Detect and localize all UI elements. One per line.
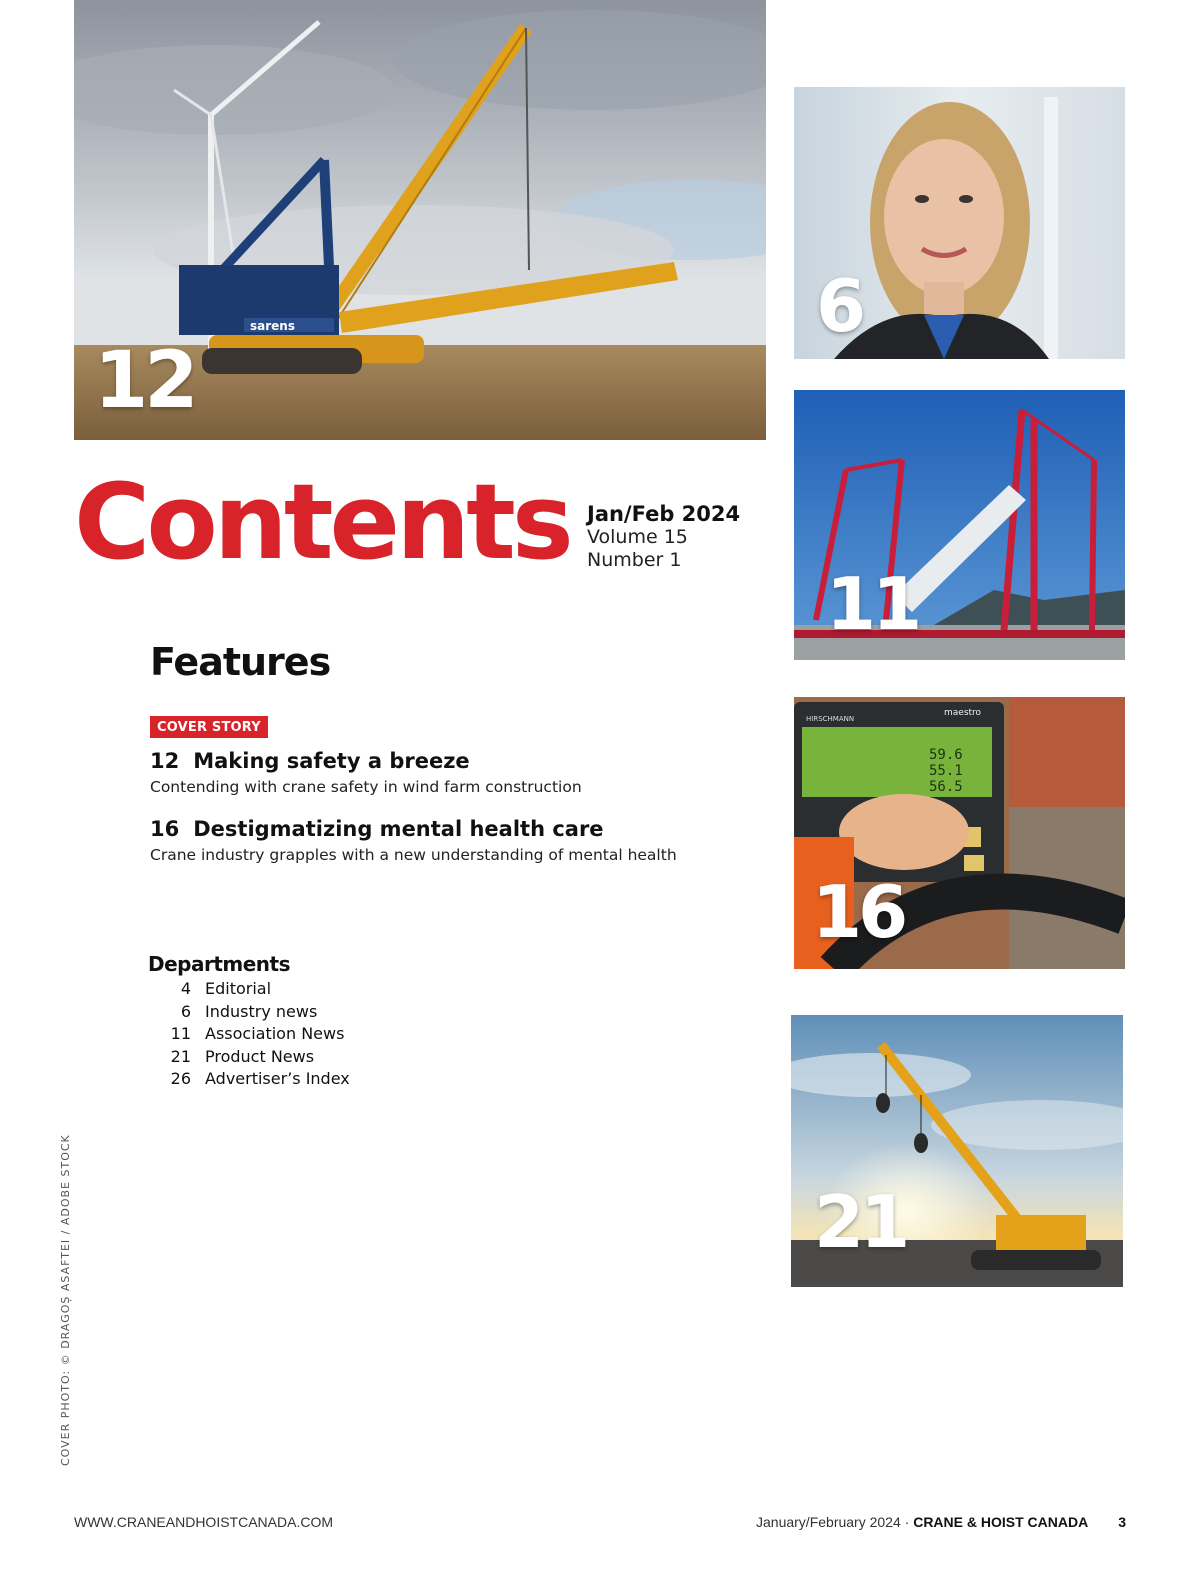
- department-item[interactable]: [160, 1046, 350, 1069]
- crawler-page-label: 21: [814, 1180, 907, 1264]
- department-page-number: 4: [180, 979, 191, 998]
- feature-title-line[interactable]: [150, 816, 677, 842]
- issue-volume: Volume 15: [587, 526, 688, 548]
- department-page-number: 6: [180, 1001, 191, 1021]
- department-label[interactable]: Advertiser’s Index: [205, 1069, 350, 1088]
- issue-number: Number 1: [587, 549, 682, 571]
- department-label[interactable]: Industry news: [205, 1001, 318, 1021]
- departments-list: [160, 978, 350, 1091]
- issue-date: Jan/Feb 2024: [587, 502, 741, 526]
- footer-issue: January/February 2024 ·: [756, 1514, 914, 1530]
- feature-description: Contending with crane safety in wind farm construction: [150, 778, 582, 796]
- controller-page-label: 16: [812, 870, 905, 954]
- feature-title[interactable]: Destigmatizing mental health care: [193, 817, 604, 841]
- footer-info: [756, 1514, 1126, 1530]
- department-item[interactable]: [160, 978, 350, 1001]
- page-title: Contents: [74, 461, 570, 583]
- department-item[interactable]: [160, 1023, 350, 1046]
- cover-story-badge: COVER STORY: [150, 716, 268, 738]
- svg-text:59.6: 59.6: [929, 747, 963, 763]
- red-cranes-page-label: 11: [826, 562, 919, 646]
- feature-description: Crane industry grapples with a new understanding of mental health: [150, 846, 677, 864]
- department-item[interactable]: [160, 1068, 350, 1091]
- footer-magazine-name: CRANE & HOIST CANADA: [913, 1514, 1089, 1530]
- feature-page-number: 12: [150, 749, 180, 773]
- cover-page-label: 12: [94, 336, 195, 426]
- department-page-number: 26: [170, 1069, 191, 1088]
- portrait-page-label: 6: [816, 264, 863, 348]
- svg-text:sarens: sarens: [250, 319, 295, 333]
- feature-title[interactable]: Making safety a breeze: [193, 749, 470, 773]
- feature-item[interactable]: [150, 748, 582, 798]
- svg-text:56.5: 56.5: [929, 779, 963, 795]
- feature-item[interactable]: [150, 816, 677, 866]
- footer-page-number: 3: [1118, 1514, 1126, 1530]
- screen-brand-text: maestro: [944, 708, 982, 718]
- photo-credit: COVER PHOTO: © DRAGOȘ ASAFTEI / ADOBE STOCK: [59, 1134, 72, 1466]
- issue-info: [587, 502, 740, 572]
- department-label[interactable]: Product News: [205, 1046, 315, 1066]
- feature-title-line[interactable]: [150, 748, 582, 774]
- feature-page-number: 16: [150, 817, 180, 841]
- department-item[interactable]: [160, 1001, 350, 1024]
- departments-heading: Departments: [148, 952, 291, 976]
- svg-text:55.1: 55.1: [929, 763, 963, 779]
- features-heading: Features: [150, 640, 331, 684]
- screen-maker-text: HIRSCHMANN: [806, 715, 855, 723]
- footer-url[interactable]: WWW.CRANEANDHOISTCANADA.COM: [74, 1514, 333, 1530]
- department-page-number: 21: [170, 1046, 191, 1066]
- department-label[interactable]: Association News: [205, 1024, 345, 1043]
- department-label[interactable]: Editorial: [205, 979, 272, 998]
- department-page-number: 11: [170, 1024, 191, 1043]
